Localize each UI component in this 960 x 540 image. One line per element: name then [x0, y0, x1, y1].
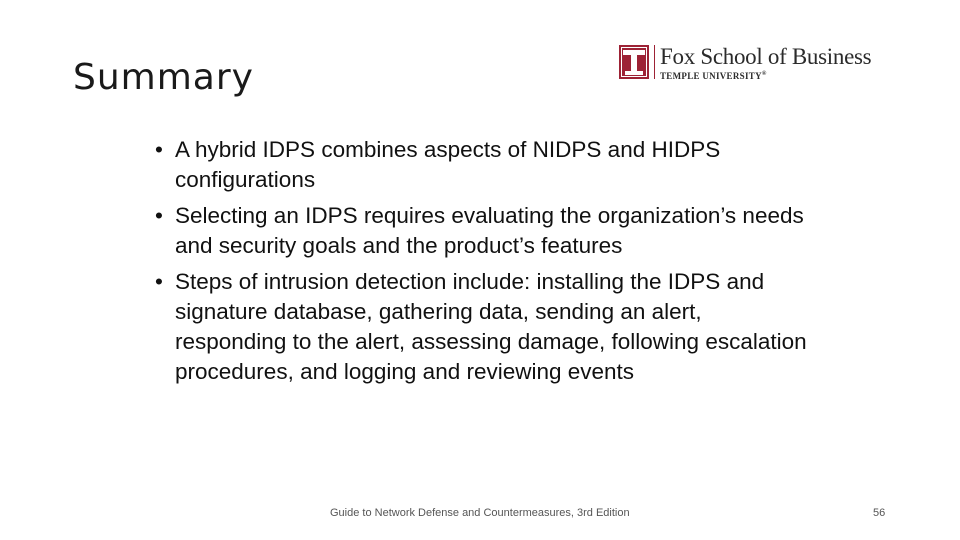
- fox-school-logo: [619, 45, 871, 81]
- bullet-text: A hybrid IDPS combines aspects of NIDPS and HIDPS configurations: [175, 137, 721, 192]
- temple-t-icon: [619, 45, 649, 79]
- logo-divider: [654, 45, 655, 79]
- bullet-item: [155, 135, 815, 195]
- registered-mark: ®: [761, 71, 767, 77]
- footer-text: Guide to Network Defense and Countermeasures, 3rd Edition: [330, 507, 630, 519]
- bullet-text: Steps of intrusion detection include: installing the IDPS and signature database, gathering data, sending an alert, responding to the alert, assessing damage, following escalation procedures, and logging and reviewing events: [175, 269, 807, 384]
- logo-subtitle: TEMPLE UNIVERSITY®: [660, 71, 767, 81]
- slide-title: Summary: [73, 57, 254, 98]
- bullet-dot: •: [155, 269, 163, 294]
- bullet-dot: •: [155, 203, 163, 228]
- page-number: 56: [873, 507, 886, 519]
- bullet-dot: •: [155, 137, 163, 162]
- logo-name: Fox School of Business: [660, 44, 872, 69]
- bullet-item: [155, 201, 815, 261]
- logo-text: [660, 45, 871, 81]
- bullet-text: Selecting an IDPS requires evaluating the organization’s needs and security goals and the product’s features: [175, 203, 804, 258]
- bullet-item: [155, 267, 815, 387]
- bullet-list: [155, 135, 815, 393]
